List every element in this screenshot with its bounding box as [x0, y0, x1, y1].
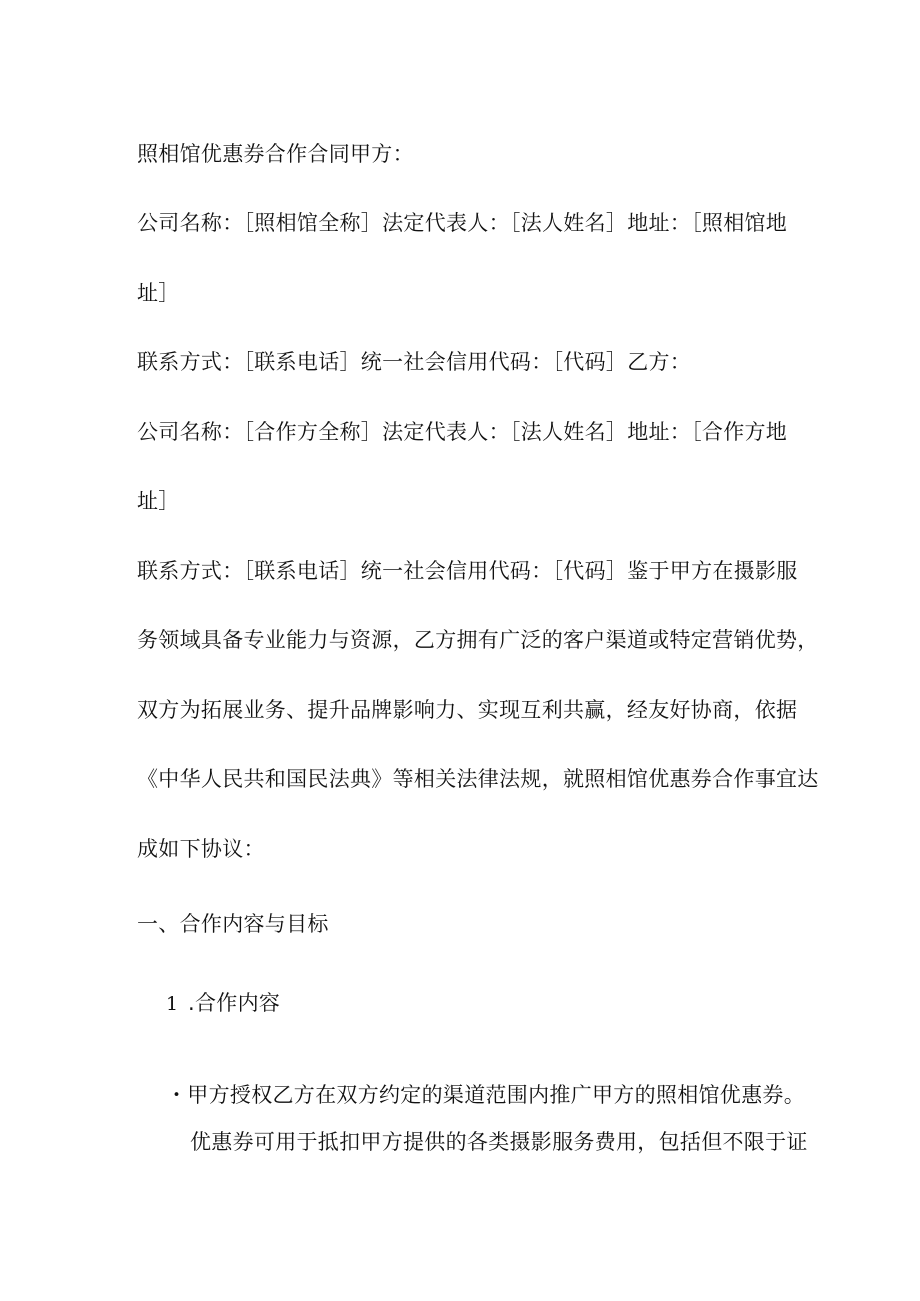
party-b-address-continuation: 址］ — [137, 489, 180, 513]
party-a-company-line: 公司名称：［照相馆全称］法定代表人：［法人姓名］地址：［照相馆地 — [137, 211, 788, 235]
indented-paragraph: 优惠券可用于抵扣甲方提供的各类摄影服务费用，包括但不限于证 — [190, 1130, 808, 1154]
bullet-paragraph: ・甲方授权乙方在双方约定的渠道范围内推广甲方的照相馆优惠券。 — [166, 1083, 805, 1107]
party-b-contact-preamble: 联系方式：［联系电话］统一社会信用代码：［代码］鉴于甲方在摄影服 — [137, 559, 798, 583]
preamble-line: 《中华人民共和国民法典》等相关法律法规，就照相馆优惠券合作事宜达 — [137, 767, 819, 791]
preamble-line: 双方为拓展业务、提升品牌影响力、实现互利共赢，经友好协商，依据 — [137, 698, 798, 722]
party-a-address-continuation: 址］ — [137, 281, 180, 305]
subsection-heading — [166, 989, 280, 1018]
subsection-number: 1 — [166, 993, 179, 1015]
contract-title-party-a: 照相馆优惠券合作合同甲方： — [137, 142, 414, 166]
party-a-contact-party-b: 联系方式：［联系电话］统一社会信用代码：［代码］乙方： — [137, 350, 692, 374]
section-heading: 一、合作内容与目标 — [137, 912, 329, 936]
preamble-line: 务领域具备专业能力与资源，乙方拥有广泛的客户渠道或特定营销优势， — [137, 628, 819, 652]
preamble-line: 成如下协议： — [137, 837, 265, 861]
party-b-company-line: 公司名称：［合作方全称］法定代表人：［法人姓名］地址：［合作方地 — [137, 420, 788, 444]
subsection-title: .合作内容 — [188, 991, 281, 1015]
